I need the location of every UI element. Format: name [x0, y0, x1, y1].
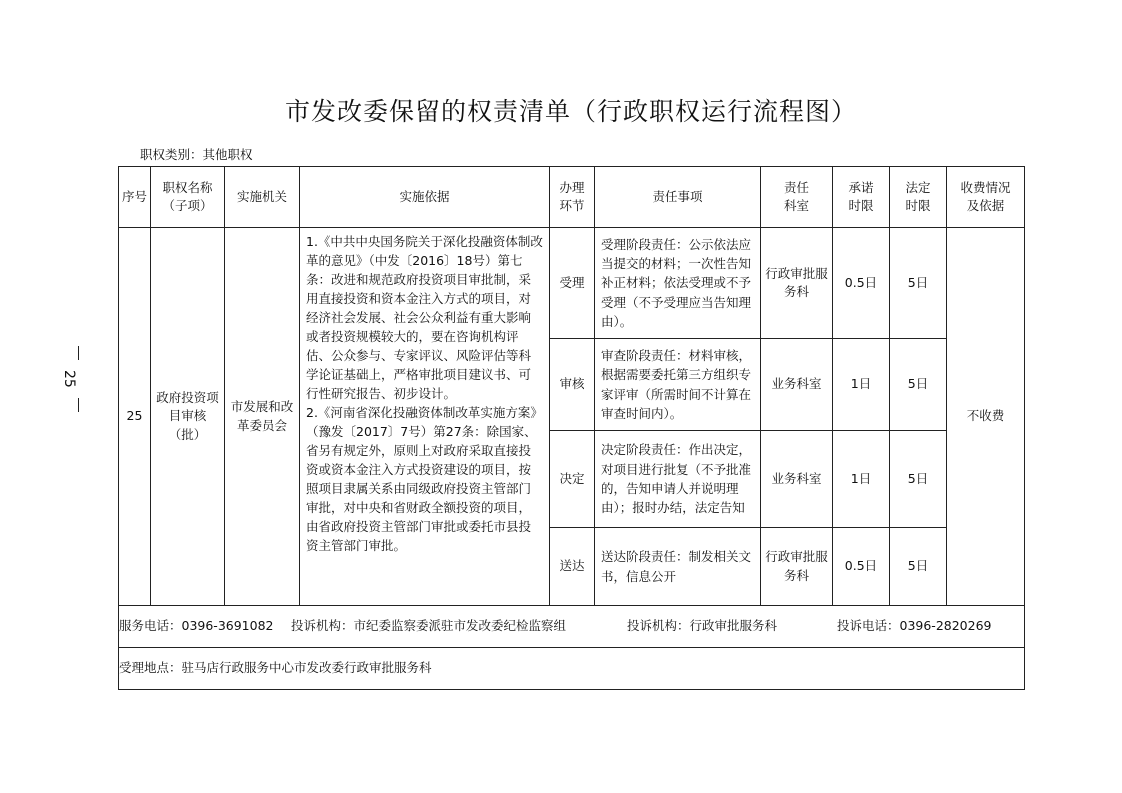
step-dept: 行政审批服务科: [761, 528, 833, 606]
complaint-org-2: 投诉机构：行政审批服务科: [627, 618, 778, 634]
step-name: 决定: [550, 431, 595, 528]
step-responsibility: 审查阶段责任：材料审核，根据需要委托第三方组织专家评审（所需时间不计算在审查时间内）。: [595, 339, 761, 431]
header-seq: 序号: [119, 167, 151, 228]
step-promise: 1日: [833, 431, 890, 528]
step-dept: 业务科室: [761, 431, 833, 528]
header-basis: 实施依据: [300, 167, 550, 228]
header-name: 职权名称 （子项）: [151, 167, 225, 228]
step-dept: 行政审批服务科: [761, 228, 833, 339]
acceptance-location: 受理地点：驻马店行政服务中心市发改委行政审批服务科: [119, 660, 432, 676]
complaint-phone: 投诉电话：0396-2820269: [837, 618, 992, 634]
step-promise: 0.5日: [833, 528, 890, 606]
step-responsibility: 受理阶段责任：公示依法应当提交的材料；一次性告知补正材料；依法受理或不予受理（不予受理应当告知理由）。: [595, 228, 761, 339]
header-fee: 收费情况 及依据: [947, 167, 1025, 228]
page-title: 市发改委保留的权责清单（行政职权运行流程图）: [284, 97, 857, 126]
header-promise: 承诺 时限: [833, 167, 890, 228]
basis-clause-2: 2.《河南省深化投融资体制改革实施方案》（豫发〔2017〕7号）第27条：除国家、省另有规定外，原则上对政府采取直接投资或资本金注入方式投资建设的项目，按照项目隶属关系由同级政府投资主管部门审批，对中央和省财政全额投资的项目，由省政府投资主管部门审批或委托市县投资主管部门审批。: [306, 405, 543, 553]
basis-clause-1: 1.《中共中央国务院关于深化投融资体制改革的意见》（中发〔2016〕18号）第七条：改进和规范政府投资项目审批制，采用直接投资和资本金注入方式的项目，对经济社会发展、社会公众利益有重大影响或者投资规模较大的，要在咨询机构评估、公众参与、专家评议、风险评估等科学论证基础上，严格审批项目建议书、可行性研究报告、初步设计。: [306, 234, 543, 401]
header-agency: 实施机关: [225, 167, 300, 228]
step-legal: 5日: [890, 228, 947, 339]
item-basis: [300, 228, 550, 606]
complaint-org-1: 投诉机构：市纪委监察委派驻市发改委纪检监察组: [291, 618, 567, 634]
responsibility-table: [118, 166, 1025, 690]
margin-dash-bottom: [78, 398, 79, 412]
step-responsibility: 送达阶段责任：制发相关文书，信息公开: [595, 528, 761, 606]
page-number-margin: [62, 346, 94, 412]
footer-contact-row: [119, 606, 1025, 648]
item-agency: 市发展和改革委员会: [225, 228, 300, 606]
item-fee: 不收费: [947, 228, 1025, 606]
step-legal: 5日: [890, 528, 947, 606]
header-dept: 责任 科室: [761, 167, 833, 228]
header-responsibility: 责任事项: [595, 167, 761, 228]
step-promise: 1日: [833, 339, 890, 431]
step-dept: 业务科室: [761, 339, 833, 431]
table-row: [119, 228, 1025, 339]
margin-dash-top: [78, 346, 79, 360]
step-name: 送达: [550, 528, 595, 606]
header-legal: 法定 时限: [890, 167, 947, 228]
page-number: 25: [61, 370, 77, 388]
step-legal: 5日: [890, 339, 947, 431]
step-promise: 0.5日: [833, 228, 890, 339]
step-responsibility: 决定阶段责任：作出决定，对项目进行批复（不予批准的，告知申请人并说明理由）；报时办结，法定告知: [595, 431, 761, 528]
step-legal: 5日: [890, 431, 947, 528]
header-step: 办理 环节: [550, 167, 595, 228]
header-row: [119, 167, 1025, 228]
item-name: 政府投资项目审核（批）: [151, 228, 225, 606]
service-phone: 服务电话：0396-3691082: [119, 618, 274, 634]
footer-location-row: [119, 648, 1025, 690]
item-seq: 25: [119, 228, 151, 606]
step-name: 受理: [550, 228, 595, 339]
category-label: 职权类别：其他职权: [140, 147, 253, 162]
step-name: 审核: [550, 339, 595, 431]
